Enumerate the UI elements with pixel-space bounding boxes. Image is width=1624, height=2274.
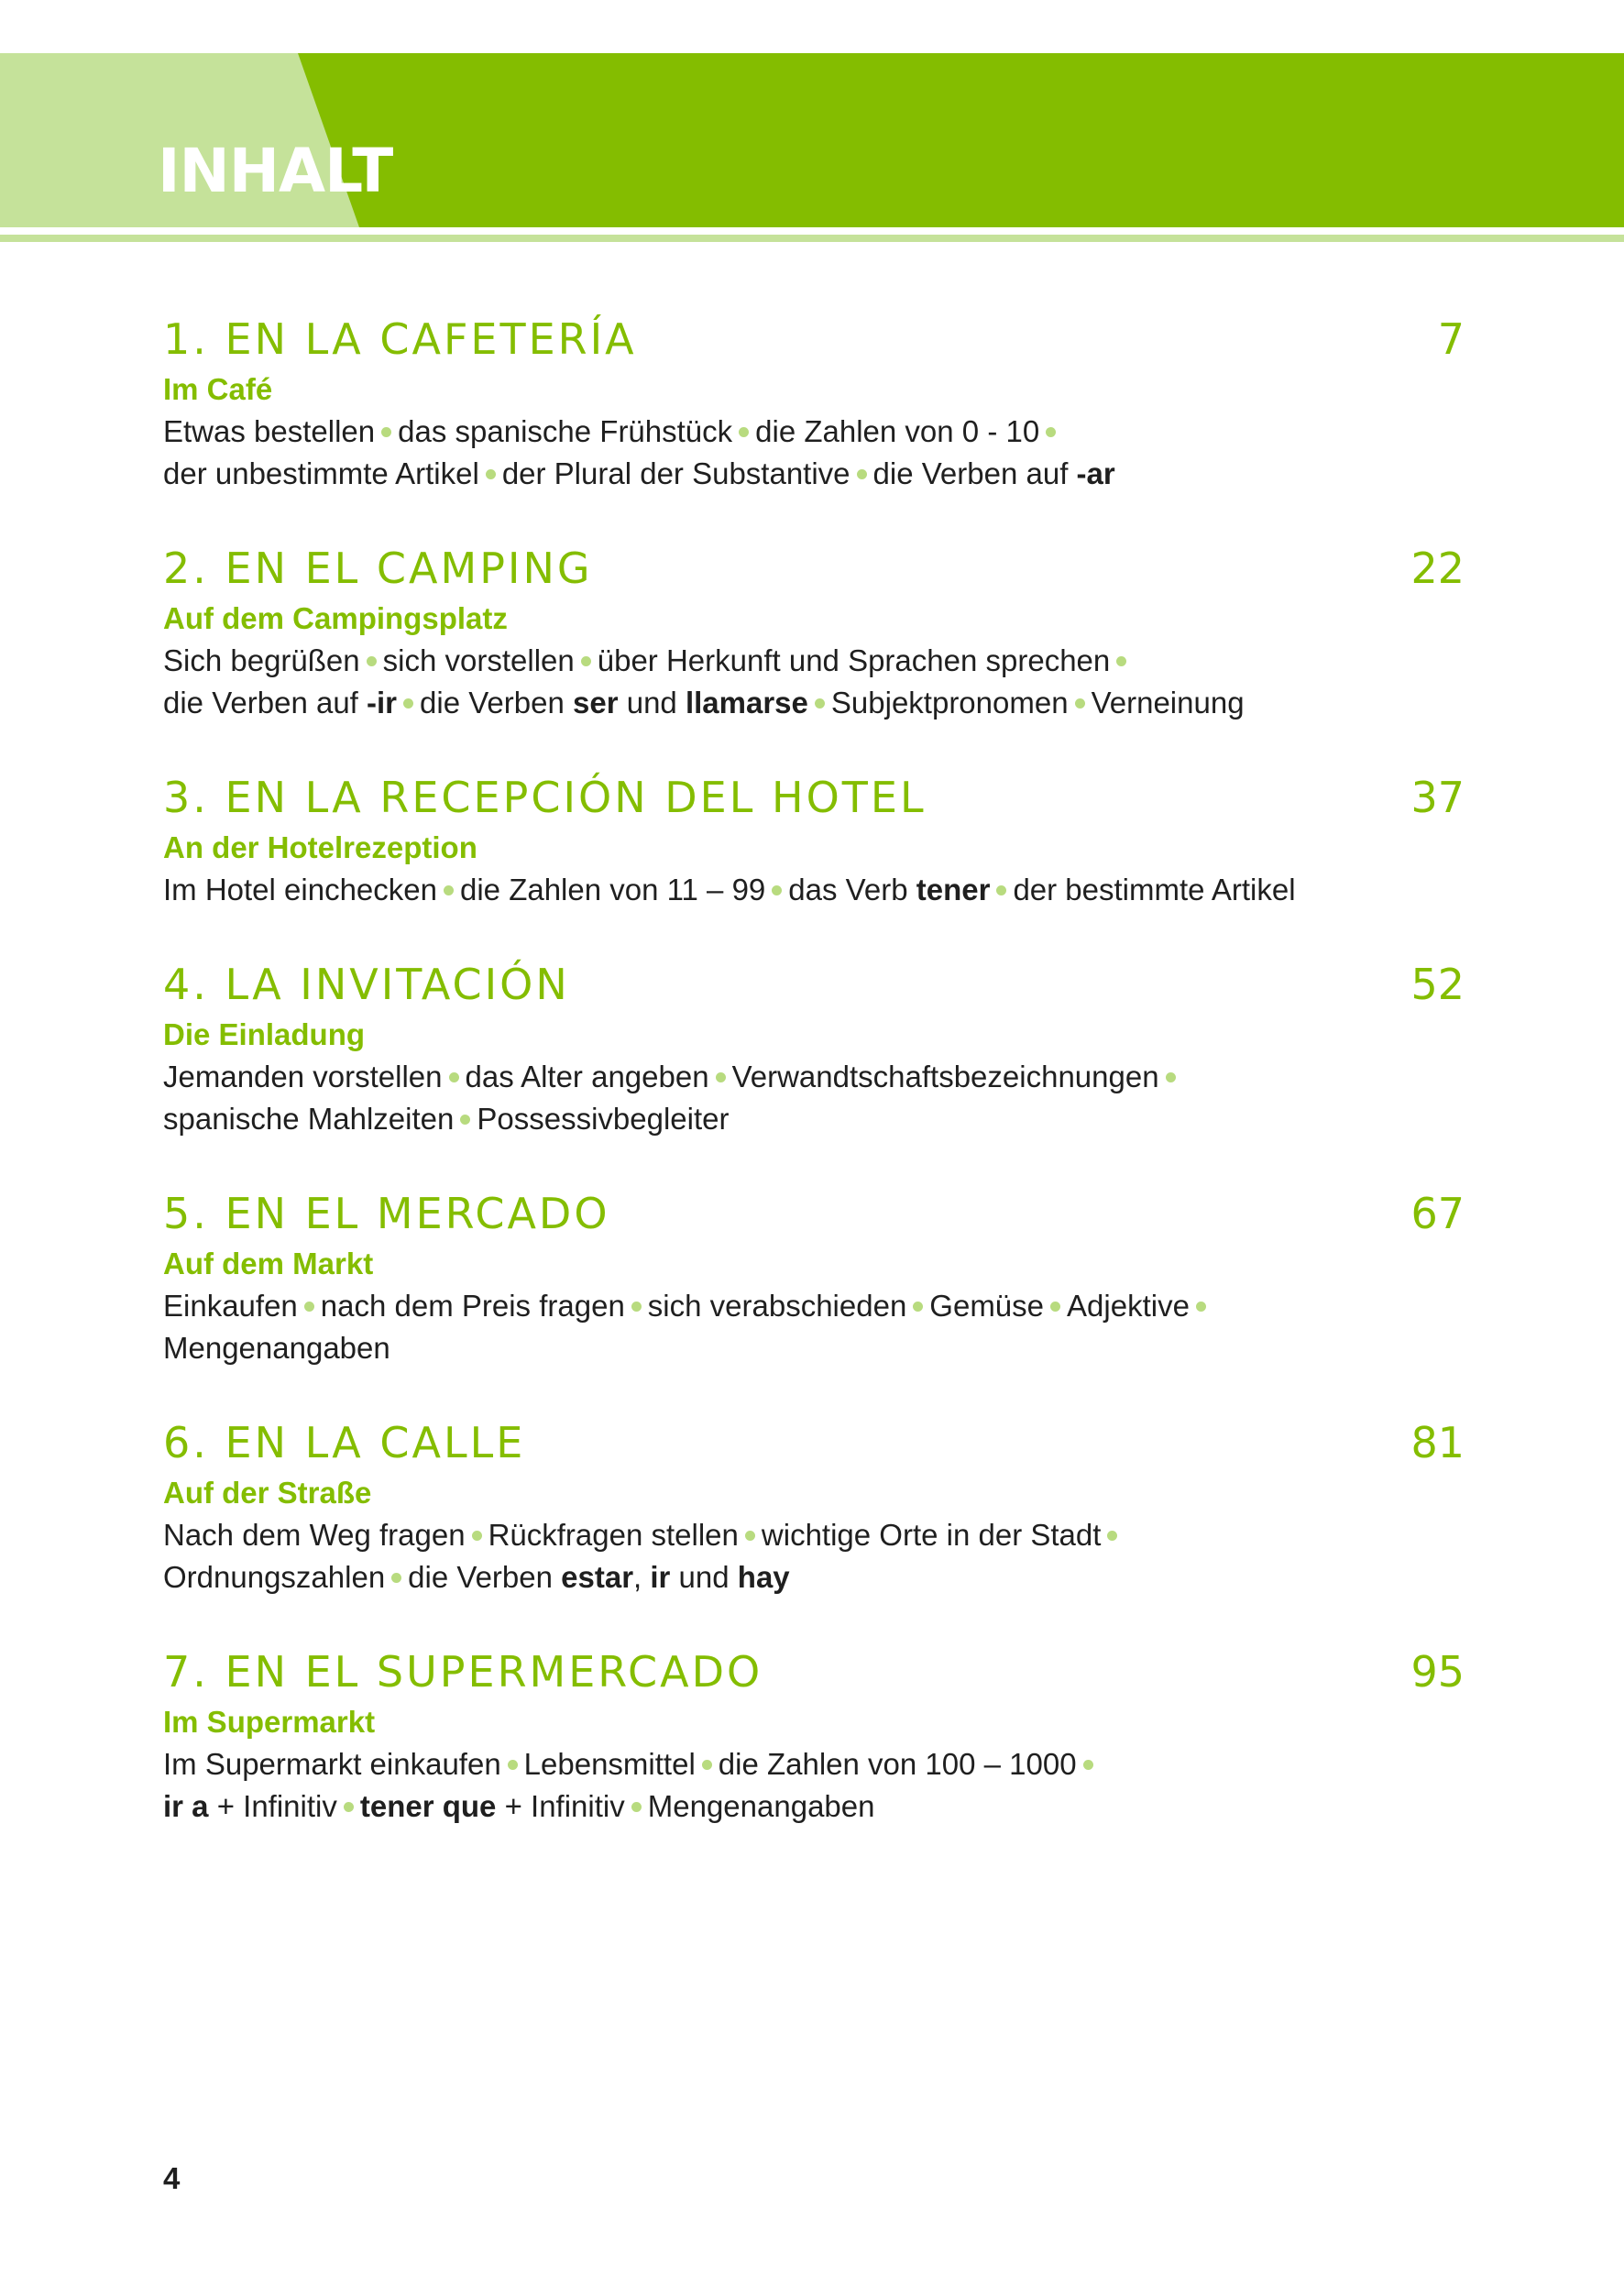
chapter-topics-line-2 xyxy=(163,1785,1465,1828)
bullet-dot xyxy=(460,1115,470,1125)
toc-entry-5[interactable] xyxy=(163,1188,1465,1369)
chapter-page-number[interactable]: 52 xyxy=(1410,960,1465,1009)
bullet-dot xyxy=(1107,1531,1117,1541)
topic-text: das spanische Frühstück xyxy=(398,414,733,448)
topic-text: wichtige Orte in der Stadt xyxy=(761,1518,1102,1552)
toc-entry-3[interactable] xyxy=(163,772,1465,911)
bullet-dot xyxy=(631,1802,642,1812)
bullet-dot xyxy=(508,1760,518,1770)
topic-text: der bestimmte Artikel xyxy=(1013,873,1296,906)
bullet-dot xyxy=(444,885,454,895)
chapter-topics-line-1 xyxy=(163,1056,1465,1098)
topic-text: Verwandtschaftsbezeichnungen xyxy=(731,1060,1159,1093)
chapter-title[interactable]: 2. EN EL CAMPING xyxy=(163,544,593,593)
bullet-dot xyxy=(996,885,1006,895)
chapter-topics-line-1 xyxy=(163,1285,1465,1327)
chapter-subtitle: Im Supermarkt xyxy=(163,1705,376,1739)
chapter-page-number[interactable]: 67 xyxy=(1410,1189,1465,1238)
chapter-subtitle: Auf dem Markt xyxy=(163,1247,374,1280)
chapter-title[interactable]: 3. EN LA RECEPCIÓN DEL HOTEL xyxy=(163,773,927,822)
header-underline xyxy=(0,235,1624,242)
toc-entry-4[interactable] xyxy=(163,959,1465,1140)
topic-text: über Herkunft und Sprachen sprechen xyxy=(597,643,1111,677)
bullet-dot xyxy=(381,427,391,437)
topic-text: Gemüse xyxy=(929,1289,1045,1323)
bullet-dot xyxy=(486,469,496,479)
toc-entry-2[interactable] xyxy=(163,543,1465,724)
bullet-dot xyxy=(739,427,749,437)
topic-text: die Verben xyxy=(408,1560,562,1594)
chapter-topics-line-2 xyxy=(163,1327,1465,1369)
topic-text: Im Supermarkt einkaufen xyxy=(163,1747,501,1781)
topic-text: Im Hotel einchecken xyxy=(163,873,437,906)
topic-text: Adjektive xyxy=(1067,1289,1190,1323)
topic-text: estar xyxy=(561,1560,634,1594)
chapter-topics-line-2 xyxy=(163,1098,1465,1140)
bullet-dot xyxy=(1116,656,1126,666)
chapter-topics-line-1 xyxy=(163,1514,1465,1556)
footer-page-number: 4 xyxy=(163,2161,181,2195)
topic-text: hay xyxy=(737,1560,790,1594)
topic-text: die Verben auf xyxy=(872,456,1077,490)
topic-text: -ir xyxy=(367,686,398,720)
chapter-topics-line-1 xyxy=(163,411,1465,453)
topic-text: Mengenangaben xyxy=(647,1789,875,1823)
toc-entry-7[interactable] xyxy=(163,1646,1465,1828)
topic-text: Mengenangaben xyxy=(163,1331,390,1365)
chapter-subtitle: An der Hotelrezeption xyxy=(163,830,477,864)
topic-text: die Zahlen von 0 - 10 xyxy=(755,414,1040,448)
bullet-dot xyxy=(581,656,591,666)
chapter-topics-line-1 xyxy=(163,1743,1465,1785)
topic-text: Lebensmittel xyxy=(523,1747,696,1781)
topic-text: llamarse xyxy=(685,686,808,720)
bullet-dot xyxy=(857,469,867,479)
bullet-dot xyxy=(1083,1760,1093,1770)
topic-text: und xyxy=(670,1560,738,1594)
topic-text: sich verabschieden xyxy=(647,1289,907,1323)
chapter-page-number[interactable]: 22 xyxy=(1410,544,1465,593)
bullet-dot xyxy=(449,1072,459,1082)
topic-text: + Infinitiv xyxy=(208,1789,337,1823)
bullet-dot xyxy=(1166,1072,1176,1082)
chapter-topics-line-1 xyxy=(163,869,1465,911)
topic-text: Subjektpronomen xyxy=(830,686,1069,720)
bullet-dot xyxy=(702,1760,712,1770)
bullet-dot xyxy=(913,1302,923,1312)
toc-entry-6[interactable] xyxy=(163,1417,1465,1598)
chapter-page-number[interactable]: 81 xyxy=(1410,1418,1465,1467)
chapter-title[interactable]: 4. LA INVITACIÓN xyxy=(163,960,570,1009)
topic-text: + Infinitiv xyxy=(496,1789,625,1823)
bullet-dot xyxy=(391,1573,401,1583)
bullet-dot xyxy=(367,656,377,666)
bullet-dot xyxy=(403,698,413,709)
bullet-dot xyxy=(772,885,782,895)
topic-text: sich vorstellen xyxy=(382,643,575,677)
topic-text: Sich begrüßen xyxy=(163,643,360,677)
topic-text: spanische Mahlzeiten xyxy=(163,1102,455,1136)
topic-text: die Zahlen von 11 – 99 xyxy=(459,873,766,906)
topic-text: tener que xyxy=(359,1789,497,1823)
bullet-dot xyxy=(1050,1302,1060,1312)
topic-text: Etwas bestellen xyxy=(163,414,376,448)
chapter-topics-line-2 xyxy=(163,1556,1465,1598)
chapter-topics-line-1 xyxy=(163,640,1465,682)
bullet-dot xyxy=(344,1802,354,1812)
bullet-dot xyxy=(716,1072,726,1082)
topic-text: das Verb xyxy=(788,873,916,906)
topic-text: das Alter angeben xyxy=(465,1060,709,1093)
chapter-page-number[interactable]: 95 xyxy=(1410,1647,1465,1697)
topic-text: tener xyxy=(916,873,991,906)
bullet-dot xyxy=(472,1531,482,1541)
chapter-title[interactable]: 1. EN LA CAFETERÍA xyxy=(163,314,637,364)
page-title: INHALT xyxy=(158,136,393,206)
chapter-page-number[interactable]: 7 xyxy=(1437,314,1465,364)
topic-text: -ar xyxy=(1076,456,1115,490)
topic-text: ir a xyxy=(163,1789,209,1823)
topic-text: Possessivbegleiter xyxy=(477,1102,730,1136)
topic-text: , xyxy=(633,1560,651,1594)
topic-text: die Zahlen von 100 – 1000 xyxy=(718,1747,1077,1781)
chapter-title[interactable]: 5. EN EL MERCADO xyxy=(163,1189,610,1238)
topic-text: ir xyxy=(650,1560,671,1594)
chapter-subtitle: Im Café xyxy=(163,372,273,406)
topic-text: und xyxy=(618,686,686,720)
topic-text: die Verben xyxy=(420,686,573,720)
chapter-topics-line-2 xyxy=(163,453,1465,495)
bullet-dot xyxy=(1196,1302,1206,1312)
topic-text: nach dem Preis fragen xyxy=(320,1289,625,1323)
chapter-subtitle: Auf dem Campingsplatz xyxy=(163,601,508,635)
chapter-subtitle: Die Einladung xyxy=(163,1017,366,1051)
topic-text: die Verben auf xyxy=(163,686,368,720)
bullet-dot xyxy=(631,1302,642,1312)
topic-text: ser xyxy=(572,686,619,720)
topic-text: Jemanden vorstellen xyxy=(163,1060,443,1093)
bullet-dot xyxy=(1046,427,1056,437)
topic-text: der unbestimmte Artikel xyxy=(163,456,479,490)
chapter-page-number[interactable]: 37 xyxy=(1410,773,1465,822)
topic-text: Ordnungszahlen xyxy=(163,1560,386,1594)
topic-text: Nach dem Weg fragen xyxy=(163,1518,466,1552)
topic-text: Verneinung xyxy=(1091,686,1245,720)
topic-text: Einkaufen xyxy=(163,1289,298,1323)
bullet-dot xyxy=(304,1302,314,1312)
bullet-dot xyxy=(745,1531,755,1541)
chapter-title[interactable]: 6. EN LA CALLE xyxy=(163,1418,526,1467)
bullet-dot xyxy=(1075,698,1085,709)
topic-text: der Plural der Substantive xyxy=(501,456,850,490)
chapter-topics-line-2 xyxy=(163,682,1465,724)
topic-text: Rückfragen stellen xyxy=(488,1518,739,1552)
chapter-subtitle: Auf der Straße xyxy=(163,1476,372,1510)
chapter-title[interactable]: 7. EN EL SUPERMERCADO xyxy=(163,1647,763,1697)
toc-entry-1[interactable] xyxy=(163,313,1465,495)
bullet-dot xyxy=(815,698,825,709)
